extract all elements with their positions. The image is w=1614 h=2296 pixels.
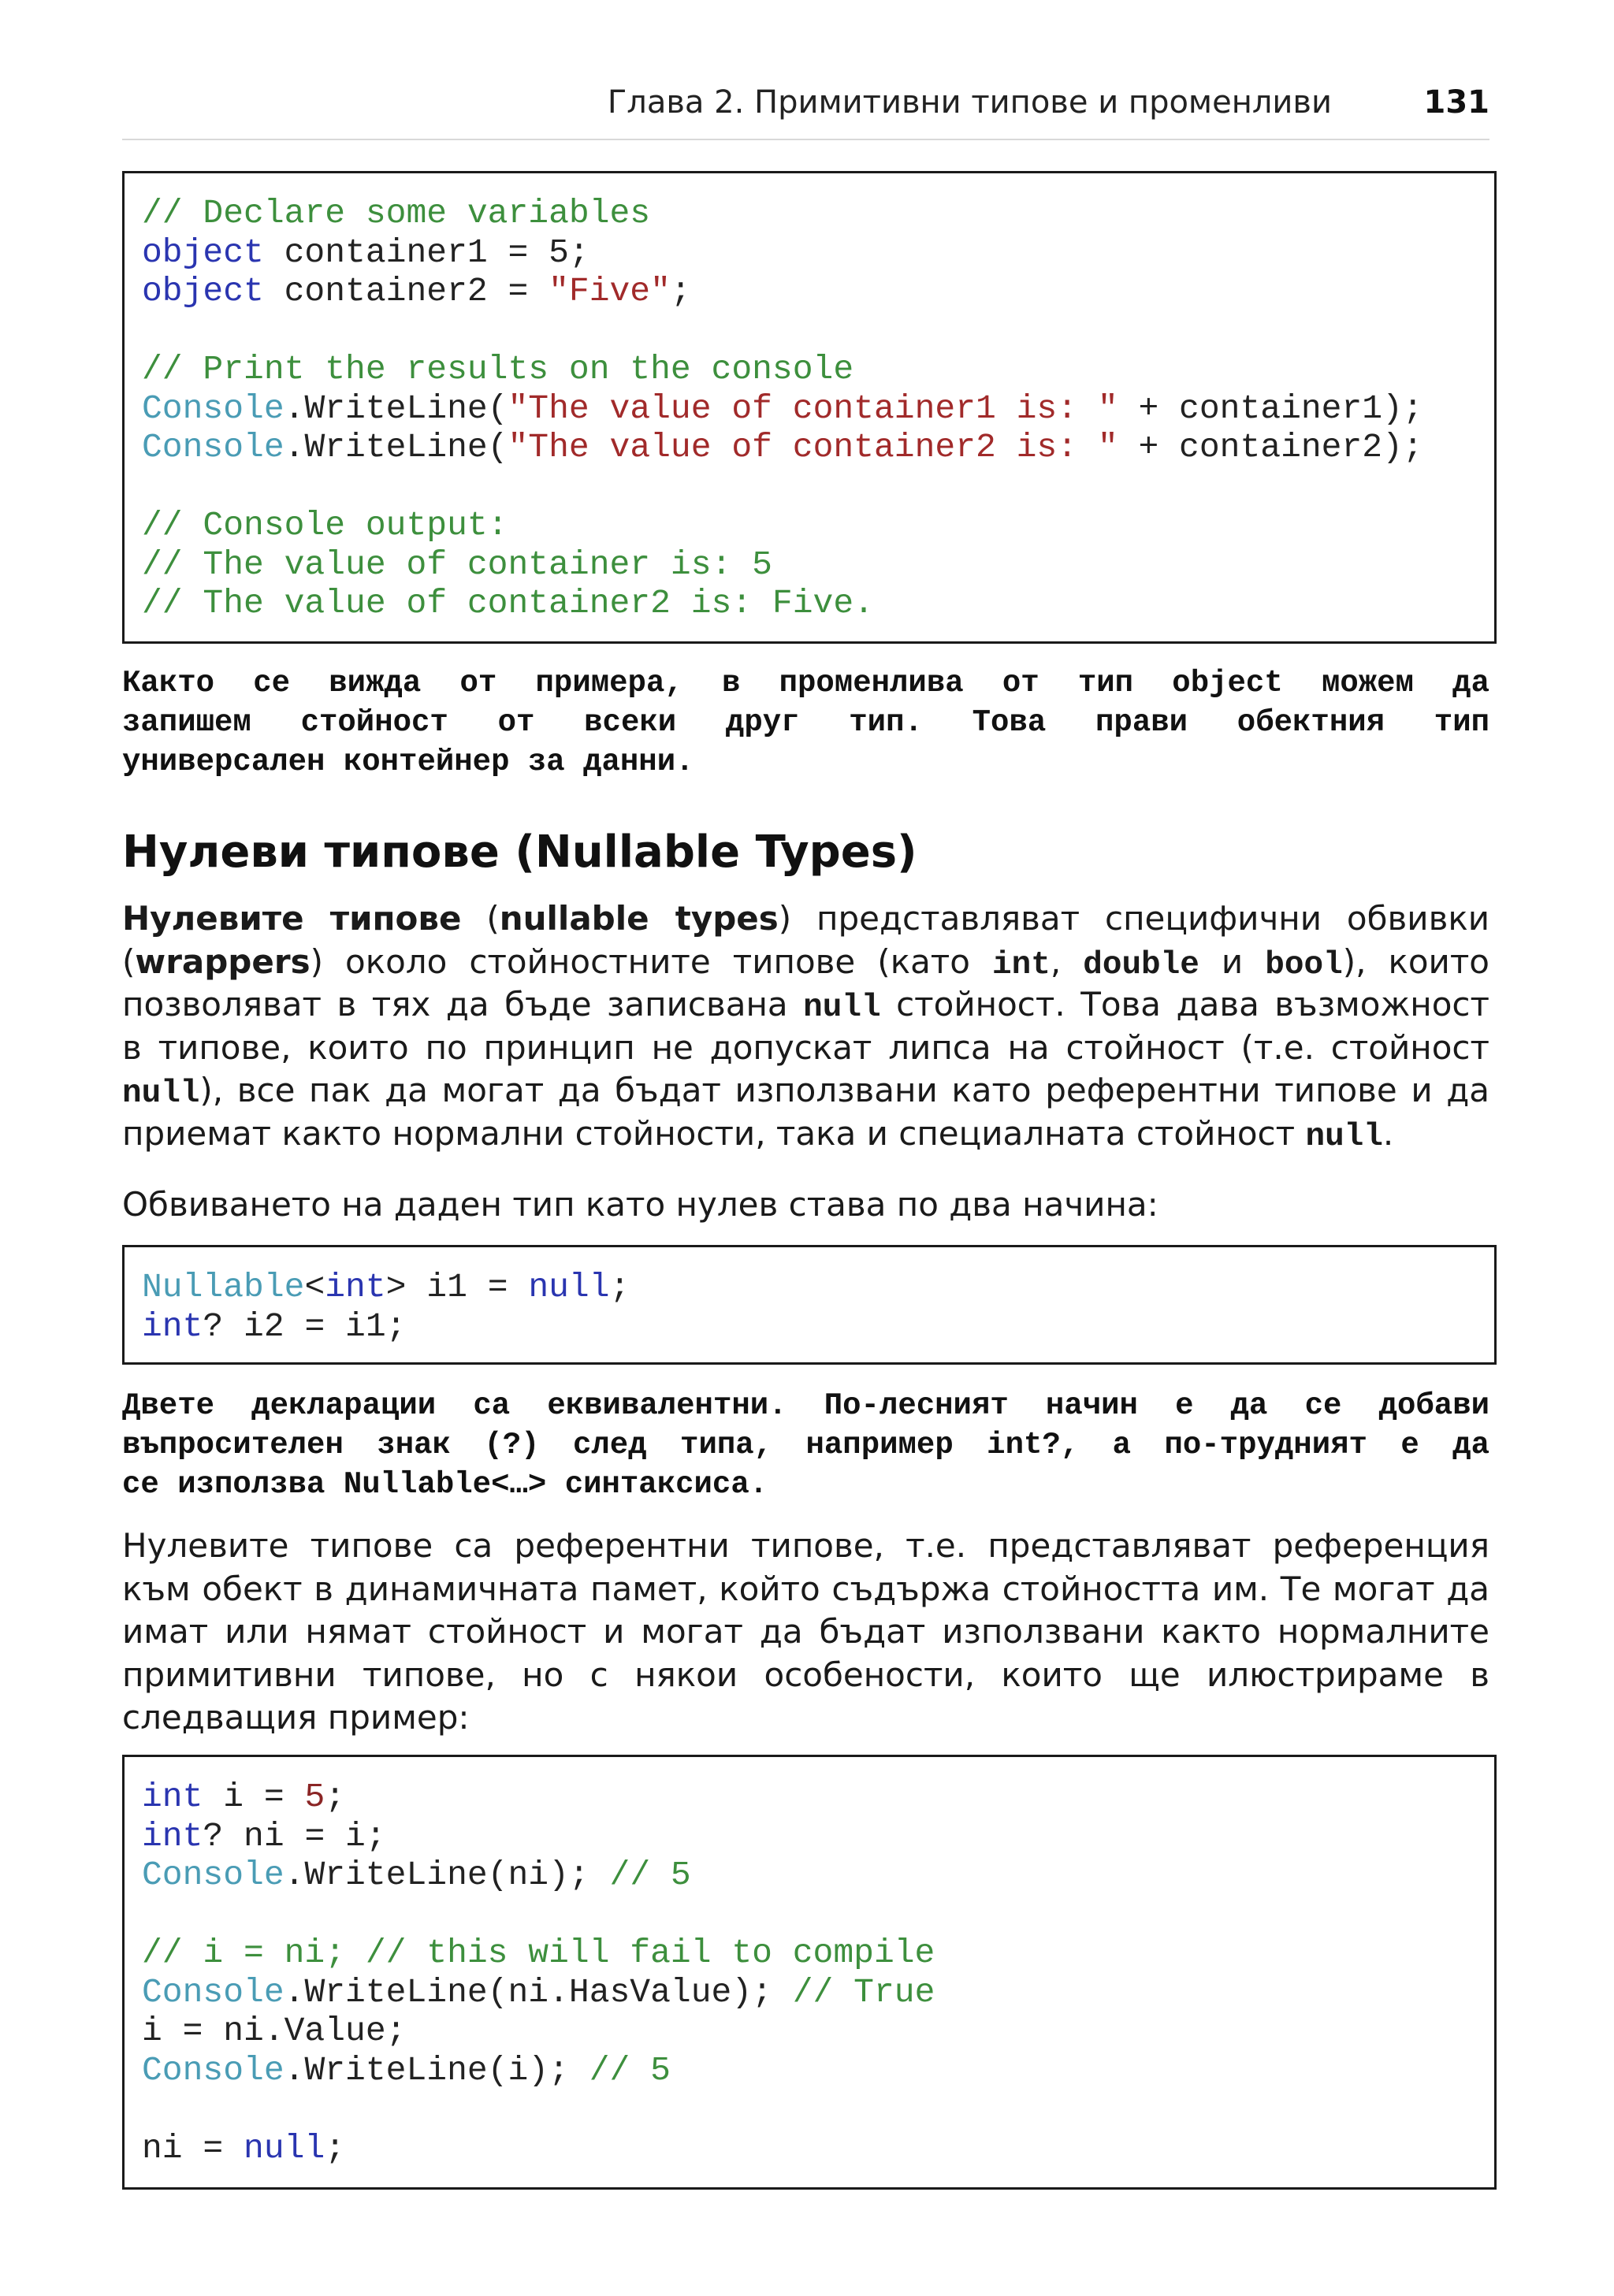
inline-code: int — [992, 946, 1051, 983]
note-line: се използва Nullable<…> синтаксиса. — [122, 1467, 768, 1502]
paragraph-line — [122, 1525, 1489, 1568]
code-token-comment: // Print the results on the console — [142, 350, 854, 388]
text-run: позволяват в тях да бъде записвана — [122, 985, 804, 1024]
code-token-keyword: int — [325, 1268, 386, 1306]
code-token-plain: ni = — [142, 2128, 244, 2168]
paragraph-line — [122, 1183, 1489, 1227]
code-token-plain: container1 = 5; — [263, 232, 589, 272]
text-run: ) около стойностните типове (като — [310, 942, 993, 981]
text-run: Обвиването на даден тип като нулев става по два начина: — [122, 1185, 1158, 1224]
code-token-plain: > i1 = — [385, 1268, 529, 1306]
text-run: Нулевите типове са референтни типове, т.е. представляват референция — [122, 1526, 1489, 1565]
code-line — [142, 545, 1494, 585]
code-token-plain: + container2); — [1118, 428, 1423, 466]
paragraph-line — [122, 1027, 1489, 1070]
code-line — [142, 2129, 1494, 2168]
text-run: имат или нямат стойност и могат да бъдат използвани както нормалните — [122, 1612, 1489, 1651]
code-token-plain: .WriteLine( — [284, 388, 508, 428]
code-token-plain: ? i2 = i1; — [203, 1306, 407, 1346]
text-run: следващия пример: — [122, 1698, 470, 1737]
code-line — [142, 194, 1494, 233]
code-token-comment: // Console output: — [142, 506, 508, 544]
paragraph-line — [122, 1611, 1489, 1654]
paragraph-wrapping-ways — [122, 1183, 1489, 1227]
code-token-plain: .WriteLine( — [284, 428, 508, 466]
paragraph-nullable-intro — [122, 897, 1489, 1155]
paragraph-line — [122, 1113, 1489, 1156]
code-line — [142, 2051, 1494, 2090]
paragraph-line — [122, 983, 1489, 1027]
paragraph-nullable-reference — [122, 1525, 1489, 1740]
paragraph-line — [122, 1654, 1489, 1697]
chapter-title: Глава 2. Примитивни типове и променливи — [607, 84, 1332, 121]
section-heading-nullable-types: Нулеви типове (Nullable Types) — [122, 827, 917, 878]
note-line: запишем стойност от всеки друг тип. Това прави обектния тип — [122, 705, 1489, 740]
inline-code: null — [803, 990, 881, 1026]
code-line — [142, 272, 1494, 311]
text-run: примитивни типове, но с някои особености, които ще илюстрираме в — [122, 1655, 1489, 1694]
code-token-comment: // True — [792, 1972, 935, 2012]
code-line — [142, 428, 1494, 467]
text-run: и — [1199, 942, 1266, 981]
code-line — [142, 1973, 1494, 2012]
code-token-string: "The value of container2 is: " — [508, 428, 1118, 466]
code-line — [142, 1856, 1494, 1895]
note-line: универсален контейнер за данни. — [122, 745, 694, 779]
code-line — [142, 1307, 1494, 1347]
text-run: ( — [122, 942, 136, 981]
code-line — [142, 1268, 1494, 1307]
code-token-plain: .WriteLine(ni); — [284, 1856, 610, 1894]
inline-code: null — [122, 1076, 200, 1112]
text-run: в типове, които по принцип не допускат липса на стойност (т.е. стойност — [122, 1027, 1489, 1067]
code-line — [142, 2090, 1494, 2129]
code-token-keyword: null — [528, 1268, 610, 1306]
text-run: стойност. Това дава възможност — [880, 985, 1489, 1024]
code-token-keyword: null — [244, 2128, 325, 2168]
code-line — [142, 1895, 1494, 1934]
text-run: , — [1050, 942, 1084, 981]
code-token-comment: // 5 — [589, 2050, 671, 2090]
code-token-keyword: object — [142, 232, 264, 272]
code-token-type: Console — [142, 2050, 284, 2090]
text-run: ), все пак да могат да бъдат използвани като референтни типове и да — [199, 1071, 1489, 1109]
code-token-comment: // Declare some variables — [142, 194, 651, 232]
bold-term: wrappers — [135, 942, 311, 981]
code-line — [142, 233, 1494, 273]
code-token-comment: // The value of container is: 5 — [142, 544, 772, 584]
code-token-plain: .WriteLine(ni.HasValue); — [284, 1972, 793, 2012]
code-token-comment: // The value of container2 is: Five. — [142, 584, 874, 622]
code-block-object-example — [122, 171, 1497, 644]
code-token-plain: ; — [670, 272, 691, 310]
paragraph-line — [122, 1568, 1489, 1611]
header-divider — [122, 139, 1489, 140]
text-run: към обект в динамичната памет, който съдържа стойността им. Те могат да — [122, 1569, 1489, 1608]
code-line — [142, 584, 1494, 623]
code-token-plain: i = — [203, 1778, 305, 1816]
code-token-keyword: int — [142, 1778, 203, 1816]
bold-term: nullable types — [499, 899, 779, 938]
code-token-comment: // i = ni; // this will fail to compile — [142, 1934, 935, 1972]
note-line: Двете декларации са еквивалентни. По-лесният начин е да се добави — [122, 1388, 1489, 1423]
code-token-type: Console — [142, 1972, 284, 2012]
code-line — [142, 389, 1494, 429]
inline-code: double — [1083, 946, 1199, 983]
code-token-plain: ; — [609, 1268, 630, 1306]
code-token-plain: + container1); — [1118, 388, 1423, 428]
note-line: Както се вижда от примера, в променлива от тип object можем да — [122, 666, 1489, 700]
code-token-plain: < — [304, 1268, 325, 1306]
note-equivalent-declarations — [122, 1386, 1489, 1504]
code-token-type: Nullable — [142, 1268, 305, 1306]
code-line — [142, 1778, 1494, 1817]
note-line: въпросителен знак (?) след типа, например int?, а по-трудният е да — [122, 1428, 1489, 1462]
paragraph-line — [122, 941, 1489, 984]
code-line — [142, 2012, 1494, 2051]
page-header — [122, 79, 1489, 126]
code-token-type: Console — [142, 1856, 284, 1894]
code-block-nullable-usage — [122, 1755, 1497, 2190]
code-token-type: Console — [142, 388, 284, 428]
bold-term: Нулевите типове — [122, 899, 462, 938]
code-line — [142, 1817, 1494, 1856]
text-run: ( — [461, 899, 500, 938]
code-token-type: Console — [142, 428, 284, 466]
code-line — [142, 1934, 1494, 1973]
code-token-comment: // 5 — [609, 1856, 691, 1894]
code-token-plain: container2 = — [263, 272, 549, 310]
code-token-string: "The value of container1 is: " — [508, 388, 1118, 428]
code-line — [142, 506, 1494, 545]
code-token-number: 5 — [304, 1778, 325, 1816]
paragraph-line — [122, 897, 1489, 941]
code-block-nullable-declarations — [122, 1245, 1497, 1365]
code-token-plain: ; — [325, 1778, 346, 1816]
code-token-keyword: int — [142, 1816, 203, 1856]
code-token-plain: ; — [325, 2128, 346, 2168]
code-line — [142, 311, 1494, 351]
inline-code: null — [1305, 1118, 1383, 1155]
text-run: приемат както нормални стойности, така и специалната стойност — [122, 1113, 1306, 1153]
note-object-container — [122, 663, 1489, 782]
text-run: ) представляват специфични обвивки — [778, 899, 1489, 938]
code-token-keyword: object — [142, 272, 264, 310]
paragraph-line — [122, 1696, 1489, 1740]
paragraph-line — [122, 1069, 1489, 1113]
inline-code: bool — [1265, 946, 1343, 983]
code-token-plain: .WriteLine(i); — [284, 2050, 589, 2090]
code-line — [142, 467, 1494, 507]
text-run: . — [1382, 1113, 1394, 1153]
page-number: 131 — [1423, 84, 1489, 121]
code-token-plain: ? ni = i; — [203, 1816, 386, 1856]
code-token-keyword: int — [142, 1306, 203, 1346]
text-run: ), които — [1342, 942, 1489, 981]
code-token-plain: i = ni.Value; — [142, 2012, 407, 2050]
code-line — [142, 350, 1494, 389]
code-token-string: "Five" — [549, 272, 671, 310]
